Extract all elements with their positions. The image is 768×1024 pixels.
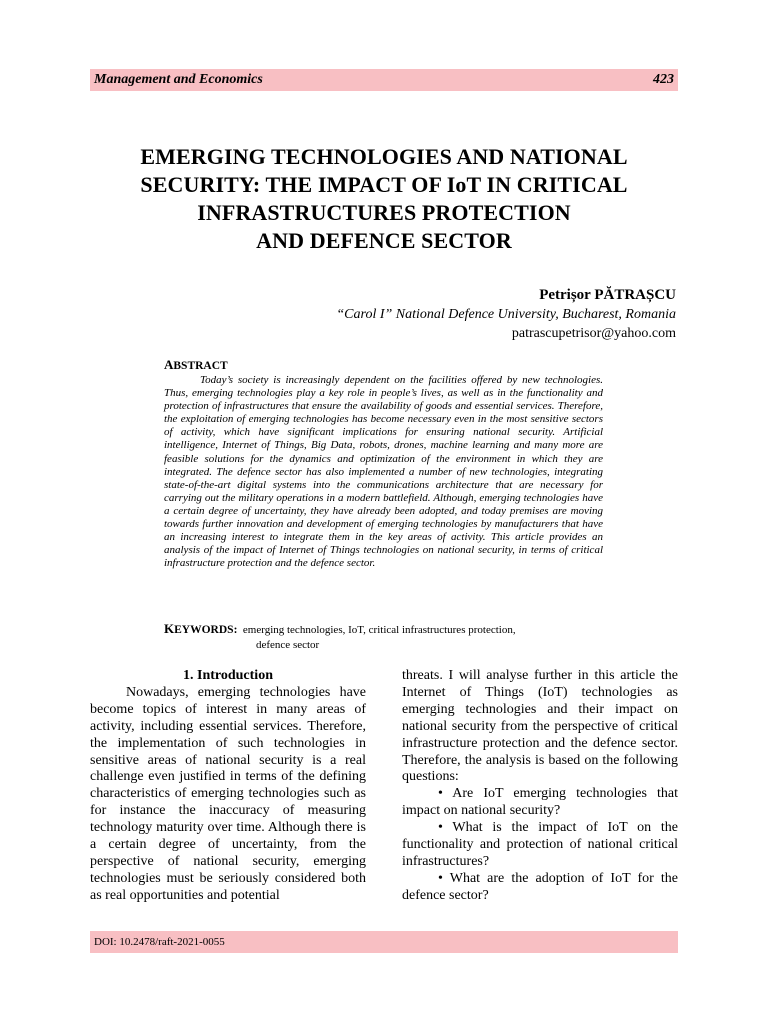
- section-heading: 1. Introduction: [183, 668, 273, 683]
- running-header: [90, 69, 678, 91]
- body-paragraph: threats. I will analyse further in this article the Internet of Things (IoT) technologies as emerging technologies and their impact on national security from the perspective of critical infrastructure protection and the defence sector. Therefore, the analysis is based on the following questions:: [402, 668, 678, 785]
- question-item: • What is the impact of IoT on the functionality and protection of national critical infrastructures?: [402, 820, 678, 869]
- author-affiliation: “Carol I” National Defence University, Bucharest, Romania: [336, 307, 676, 322]
- body-column-left: [90, 668, 366, 905]
- keywords-label: KEYWORDS:: [164, 621, 238, 636]
- keywords-section: [164, 621, 603, 653]
- running-footer: [90, 931, 678, 953]
- abstract-text: Today’s society is increasingly dependent on the facilities offered by new technologies. Thus, emerging technologies play a key role in people’s lives, as well as in the functionality and protection of infrastructures that ensure the availability of goods and essential services. Therefore, the exploitation of emerging technologies has become necessary even in the most sensitive sectors of activity, which have significant implications for ensuring national security. Artificial intelligence, Internet of Things, Big Data, robots, drones, machine learning and many more are feasible solutions for the dynamics and optimization of the environment in which they are integrated. The defence sector has also implemented a number of new technologies, integrating state-of-the-art digital systems into the communications architecture that are necessary for carrying out the military operations in a modern battlefield. Although, emerging technologies have a certain degree of uncertainty, they have already been adopted, and today premises are moving towards further innovation and development of emerging technologies by manufacturers that have an increasing interest to integrate them in the key areas of activity. This article provides an analysis of the impact of Internet of Things technologies on national security, in terms of critical infrastructure protection and the defence sector.: [164, 374, 603, 570]
- author-block: [336, 286, 676, 343]
- title-line: SECURITY: THE IMPACT OF IoT IN CRITICAL: [140, 172, 628, 197]
- journal-section-name: Management and Economics: [94, 72, 263, 87]
- title-line: INFRASTRUCTURES PROTECTION: [197, 200, 571, 225]
- body-column-right: [402, 668, 678, 905]
- abstract-section: [164, 357, 603, 570]
- author-email: patrascupetrisor@yahoo.com: [511, 326, 676, 341]
- body-paragraph: Nowadays, emerging technologies have become topics of interest in many areas of activity, including essential services. Therefore, the implementation of such technologies in sensitive areas of national security is a real challenge even justified in terms of the defining characteristics of emerging technologies such as for instance the inaccuracy of measuring technology maturity over time. Although there is a certain degree of uncertainty, from the perspective of national security, emerging technologies must be seriously considered both as real opportunities and potential: [90, 684, 366, 903]
- keywords-line: defence sector: [256, 639, 320, 651]
- doi-text: DOI: 10.2478/raft-2021-0055: [94, 936, 225, 948]
- title-line: AND DEFENCE SECTOR: [256, 228, 512, 253]
- question-item: • What are the adoption of IoT for the defence sector?: [402, 870, 678, 903]
- title-line: EMERGING TECHNOLOGIES AND NATIONAL: [140, 144, 628, 169]
- paper-title: [90, 143, 678, 255]
- question-item: • Are IoT emerging technologies that impact on national security?: [402, 786, 678, 819]
- abstract-heading: ABSTRACT: [164, 357, 228, 372]
- keywords-line: emerging technologies, IoT, critical infrastructures protection,: [242, 624, 516, 636]
- page-number: 423: [653, 72, 674, 87]
- author-name: Petrișor PĂTRAȘCU: [539, 287, 676, 303]
